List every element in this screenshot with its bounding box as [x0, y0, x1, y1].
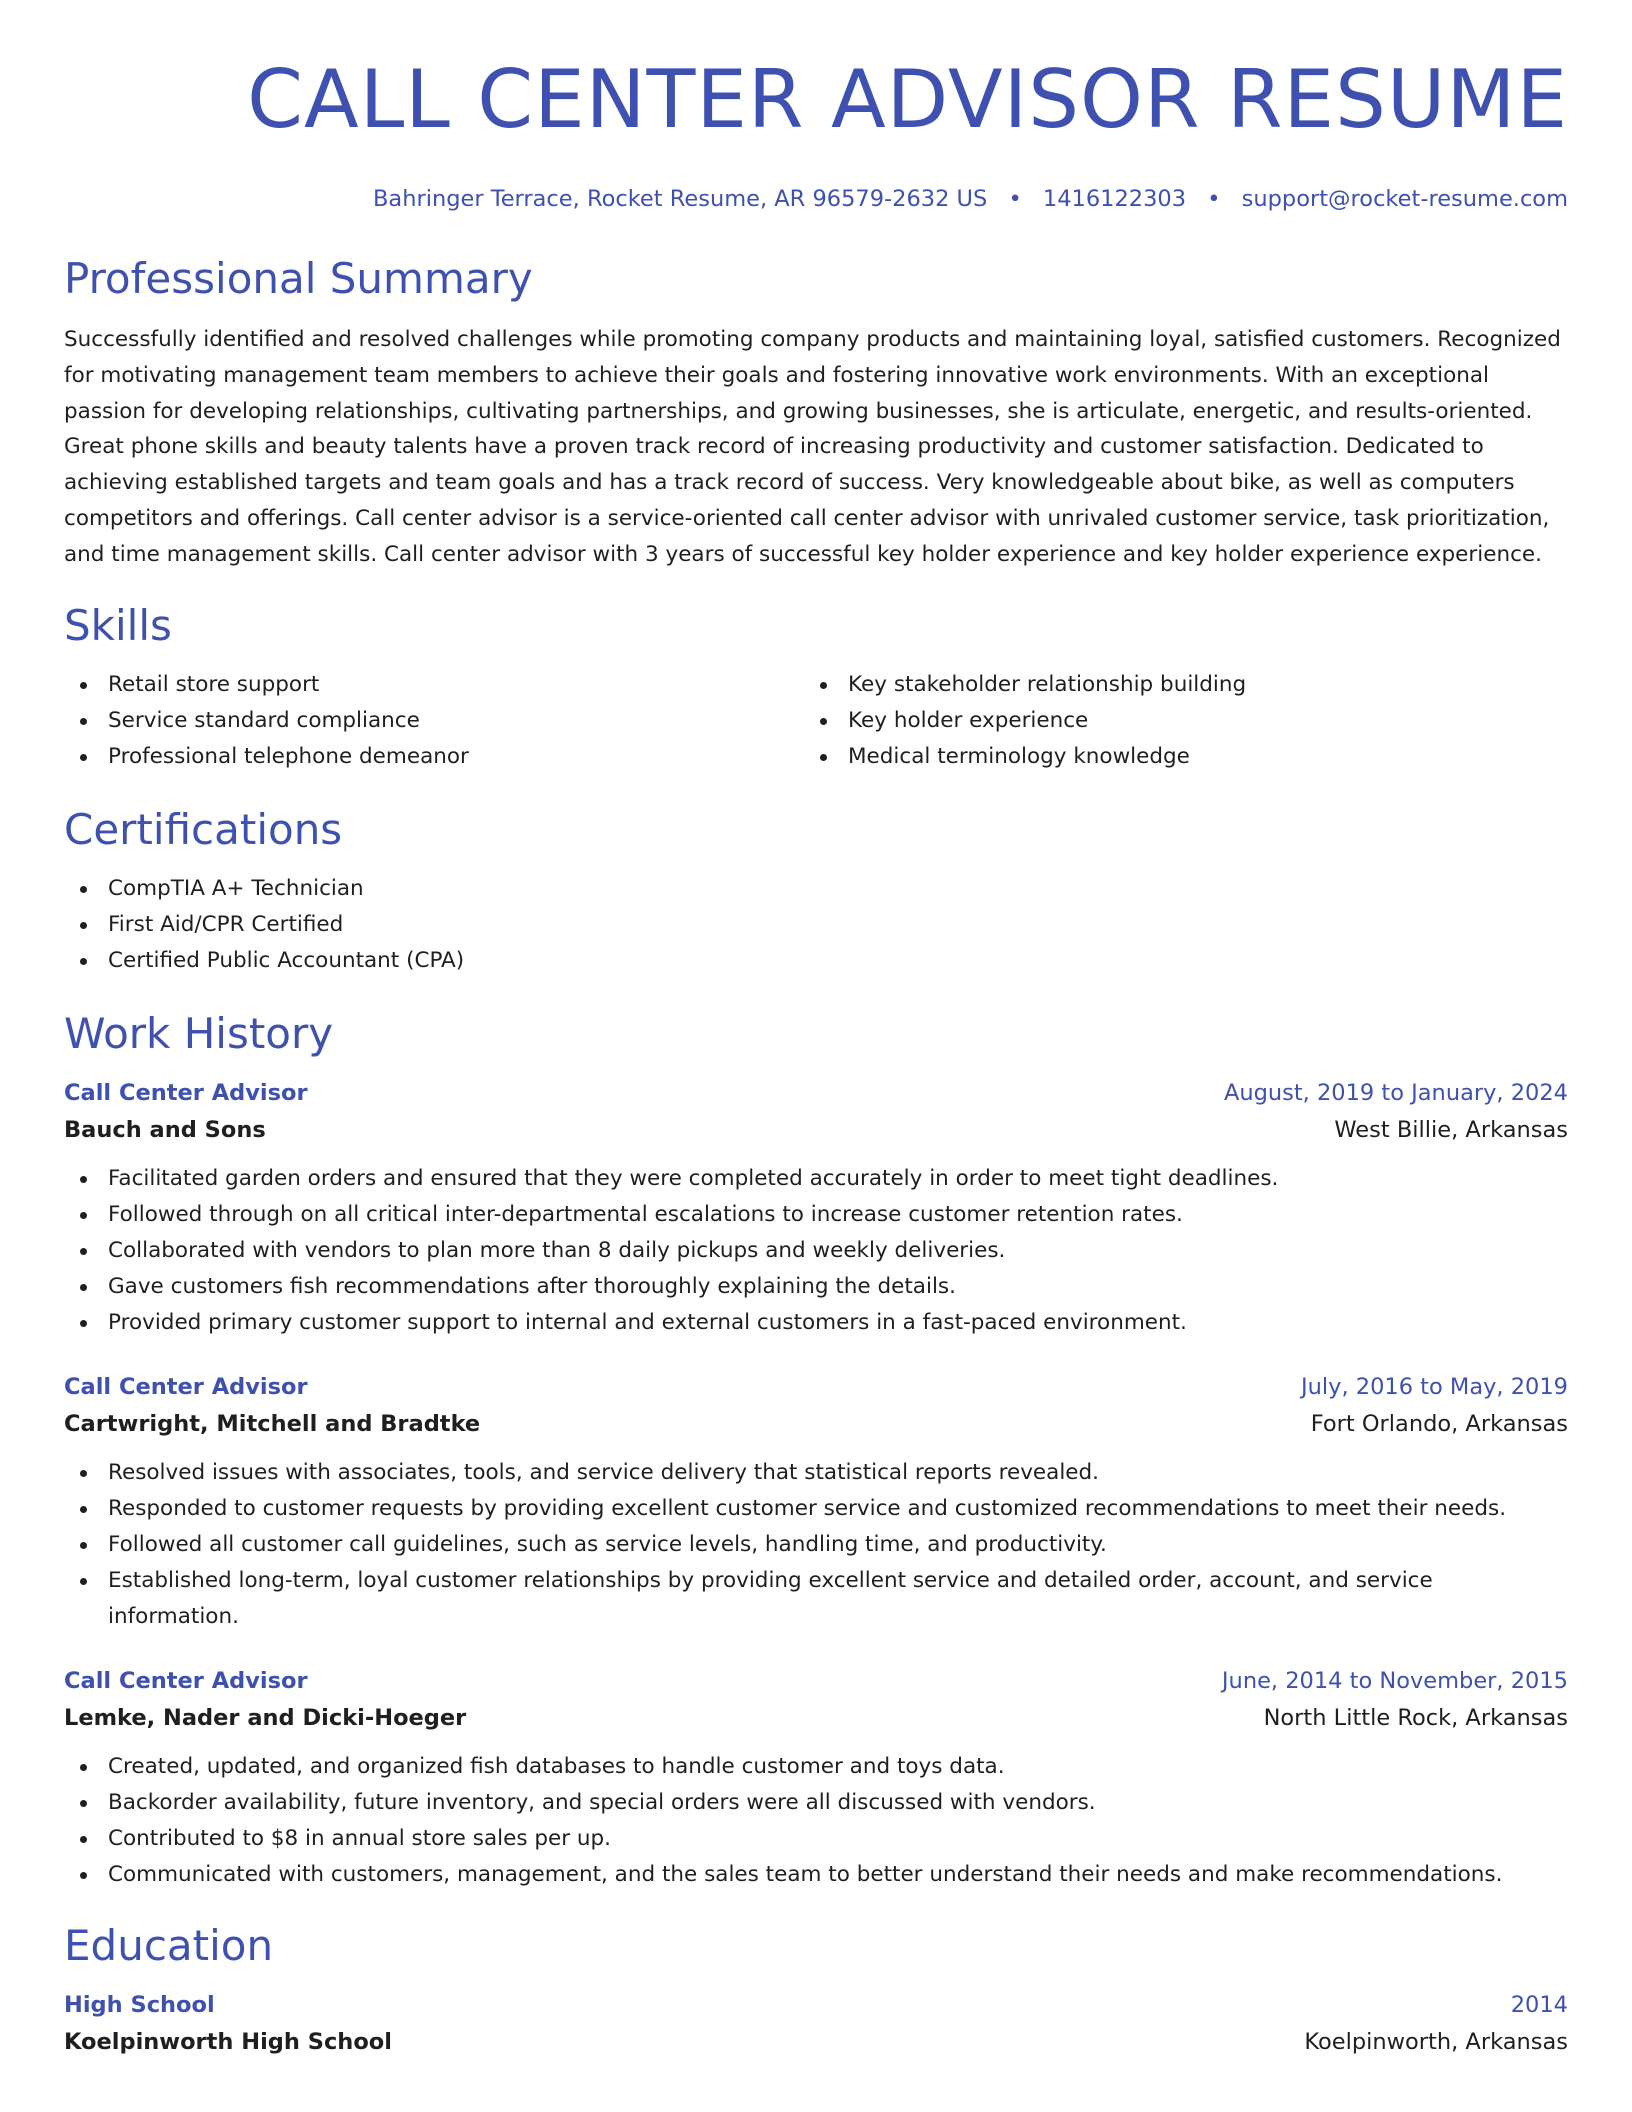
work-history-list [64, 1075, 1568, 1893]
job-location: North Little Rock, Arkansas [1263, 1704, 1568, 1731]
job-location: Fort Orlando, Arkansas [1310, 1410, 1568, 1437]
education-location: Koelpinworth, Arkansas [1304, 2028, 1568, 2055]
job-bullet: Facilitated garden orders and ensured that they were completed accurately in order to meet tight deadlines. [64, 1161, 1568, 1197]
skills-column-right [804, 667, 1544, 775]
contact-email: support@rocket-resume.com [1241, 186, 1568, 212]
section-heading-certifications: Certifications [64, 804, 343, 854]
job-dates: June, 2014 to November, 2015 [1221, 1667, 1568, 1694]
job-title: Call Center Advisor [64, 1667, 308, 1694]
contact-separator: • [1207, 186, 1221, 212]
summary-text: Successfully identified and resolved challenges while promoting company products and maintaining loyal, satisfied customers. Recognized for motivating management team members to achieve their goals and fostering innovative work environments. With an exceptional passion for developing relationships, cultivating partnerships, and growing businesses, she is articulate, energetic, and results-oriented. Great phone skills and beauty talents have a proven track record of increasing productivity and customer satisfaction. Dedicated to achieving established targets and team goals and has a track record of success. Very knowledgeable about bike, as well as computers competitors and offerings. Call center advisor is a service-oriented call center advisor with unrivaled customer service, task prioritization, and time management skills. Call center advisor with 3 years of successful key holder experience and key holder experience experience. [64, 327, 1561, 567]
job-bullet: Gave customers fish recommendations after thoroughly explaining the details. [64, 1269, 1568, 1305]
job-location: West Billie, Arkansas [1334, 1116, 1568, 1143]
skill-item: Key holder experience [804, 703, 1544, 739]
contact-line [64, 186, 1568, 212]
job-company: Lemke, Nader and Dicki-Hoeger [64, 1704, 467, 1731]
job-bullet: Created, updated, and organized fish databases to handle customer and toys data. [64, 1749, 1568, 1785]
job-bullet: Contributed to $8 in annual store sales per up. [64, 1821, 1568, 1857]
job-bullet: Established long-term, loyal customer relationships by providing excellent service and detailed order, account, and service information. [64, 1563, 1568, 1635]
certification-item: CompTIA A+ Technician [64, 871, 1568, 907]
section-heading-education: Education [64, 1920, 274, 1970]
section-heading-summary: Professional Summary [64, 254, 533, 303]
job-entry [64, 1075, 1568, 1341]
skill-item: Service standard compliance [64, 703, 804, 739]
resume-title: CALL CENTER ADVISOR RESUME [247, 53, 1568, 146]
job-entry [64, 1663, 1568, 1893]
job-dates: July, 2016 to May, 2019 [1300, 1373, 1568, 1400]
section-heading-skills: Skills [64, 600, 172, 650]
job-company: Bauch and Sons [64, 1116, 266, 1143]
skill-item: Retail store support [64, 667, 804, 703]
education-entry [64, 1987, 1568, 2061]
education-school: Koelpinworth High School [64, 2028, 392, 2055]
skills-column-left [64, 667, 804, 775]
contact-address: Bahringer Terrace, Rocket Resume, AR 96579-2632 US [373, 186, 988, 212]
job-bullet: Followed all customer call guidelines, such as service levels, handling time, and productivity. [64, 1527, 1568, 1563]
job-dates: August, 2019 to January, 2024 [1223, 1079, 1568, 1106]
certification-item: First Aid/CPR Certified [64, 907, 1568, 943]
skill-item: Medical terminology knowledge [804, 739, 1544, 775]
job-bullet: Resolved issues with associates, tools, and service delivery that statistical reports revealed. [64, 1455, 1568, 1491]
job-company: Cartwright, Mitchell and Bradtke [64, 1410, 481, 1437]
education-degree: High School [64, 1991, 215, 2018]
skills-list [64, 667, 1568, 775]
certification-item: Certified Public Accountant (CPA) [64, 943, 1568, 979]
skill-item: Professional telephone demeanor [64, 739, 804, 775]
contact-phone: 1416122303 [1042, 186, 1187, 212]
job-bullet: Collaborated with vendors to plan more than 8 daily pickups and weekly deliveries. [64, 1233, 1568, 1269]
job-title: Call Center Advisor [64, 1373, 308, 1400]
skill-item: Key stakeholder relationship building [804, 667, 1544, 703]
certifications-list [64, 871, 1568, 979]
job-bullet: Responded to customer requests by providing excellent customer service and customized recommendations to meet their needs. [64, 1491, 1568, 1527]
job-bullet: Provided primary customer support to internal and external customers in a fast-paced environment. [64, 1305, 1568, 1341]
education-year: 2014 [1510, 1991, 1568, 2018]
job-bullet: Backorder availability, future inventory, and special orders were all discussed with vendors. [64, 1785, 1568, 1821]
section-heading-work-history: Work History [64, 1008, 334, 1058]
job-title: Call Center Advisor [64, 1079, 308, 1106]
job-bullet: Followed through on all critical inter-departmental escalations to increase customer retention rates. [64, 1197, 1568, 1233]
contact-separator: • [1008, 186, 1022, 212]
job-entry [64, 1369, 1568, 1635]
job-bullet: Communicated with customers, management, and the sales team to better understand their needs and make recommendations. [64, 1857, 1568, 1893]
